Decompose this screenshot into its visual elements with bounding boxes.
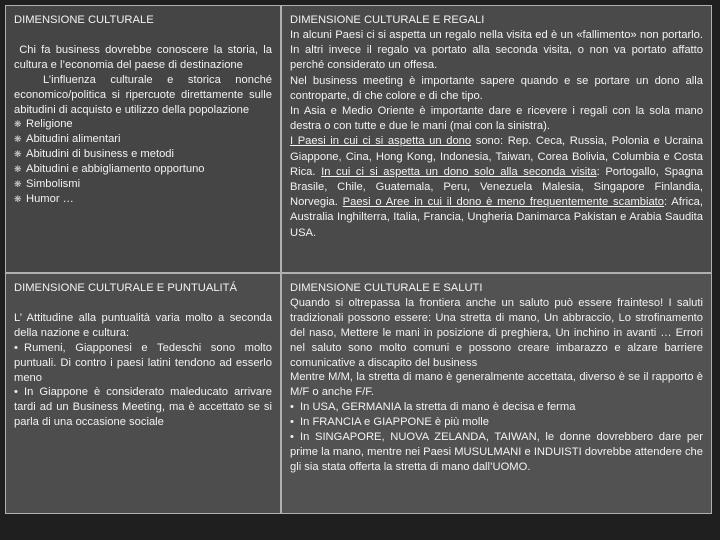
topics-list bbox=[14, 117, 272, 206]
cell-gifts bbox=[281, 5, 712, 273]
cell-title: DIMENSIONE CULTURALE E SALUTI bbox=[290, 282, 483, 294]
paragraph: L’ Attitudine alla puntualità varia molto a seconda della nazione e cultura: bbox=[14, 311, 272, 339]
cell-cultural-dimension bbox=[5, 5, 281, 273]
bullet-paragraph: • In SINGAPORE, NUOVA ZELANDA, TAIWAN, le donne dovrebbero dare per prime la mano, mentre nei Paesi MUSULMANI e INDUISTI dovrebbe attendere che gli sia stata offerta la stretta di mano dall’UOMO. bbox=[290, 431, 703, 473]
spacer bbox=[14, 296, 272, 311]
bullet-paragraph: • In FRANCIA e GIAPPONE è più molle bbox=[290, 416, 490, 429]
dot-bullet-icon: • bbox=[290, 416, 294, 429]
flower-bullet-icon: ❋ bbox=[14, 119, 22, 130]
cell-greetings bbox=[281, 273, 712, 514]
list-item: ❋ Abitudini e abbigliamento opportuno bbox=[14, 163, 205, 176]
paragraph: In alcuni Paesi ci si aspetta un regalo nella visita ed è un «fallimento» non portarlo. In altri invece il regalo va portato alla seconda visita, o non va portato affatto perché considerato un offesa. bbox=[290, 28, 703, 72]
list-item: ❋ Humor … bbox=[14, 192, 74, 205]
list-item: ❋ Simbolismi bbox=[14, 178, 81, 191]
paragraph: L’influenza culturale e storica nonché economico/politica si ripercuote direttamente sulle abitudini di acquisto e utilizzo della popolazione bbox=[14, 73, 273, 116]
cell-title: DIMENSIONE CULTURALE E REGALI bbox=[290, 14, 485, 26]
cell-punctuality bbox=[5, 273, 281, 514]
bullet-paragraph: • Rumeni, Giapponesi e Tedeschi sono molto puntuali. Di contro i paesi latini tendono ad esserlo meno bbox=[14, 341, 272, 384]
bullet-paragraph: • In USA, GERMANIA la stretta di mano è decisa e ferma bbox=[290, 401, 576, 414]
dot-bullet-icon: • bbox=[14, 386, 18, 399]
paragraph: Nel business meeting è importante sapere quando e se portare un dono alla controparte, di che colore e di che tipo. bbox=[290, 74, 703, 102]
flower-bullet-icon: ❋ bbox=[14, 164, 22, 175]
flower-bullet-icon: ❋ bbox=[14, 179, 22, 190]
flower-bullet-icon: ❋ bbox=[14, 134, 22, 145]
paragraph: Quando si oltrepassa la frontiera anche un saluto può essere frainteso! I saluti tradizionali possono essere: Una stretta di mano, Un abbraccio, Lo strofinamento del naso, Mettere le mani in posizione di preghiera, Un inchino in avanti … Errori nel saluto sono molto comuni e possono creare imbarazzo e alzare barriere comunicative a discapito del business bbox=[290, 296, 703, 369]
slide-table bbox=[5, 5, 712, 514]
cell-title: DIMENSIONE CULTURALE E PUNTUALITÁ bbox=[14, 282, 237, 294]
flower-bullet-icon: ❋ bbox=[14, 193, 22, 204]
list-item: ❋ Abitudini di business e metodi bbox=[14, 148, 175, 161]
paragraph: I Paesi in cui ci si aspetta un dono sono: Rep. Ceca, Russia, Polonia e Ucraina Giappone, Cina, Hong Kong, Indonesia, Taiwan, Corea Bolivia, Columbia e Costa Rica. In cui ci si aspetta un dono solo alla seconda visita: Portogallo, Spagna Brasile, Chile, Guatemala, Peru, Venezuela Malesia, Singapore Finlandia, Norvegia. Paesi o Aree in cui il dono è meno frequentemente scambiato: Africa, Australia Inghilterra, Italia, Francia, Ungheria Danimarca Pakistan e Arabia Saudita USA. bbox=[290, 135, 703, 239]
list-item: ❋ Abitudini alimentari bbox=[14, 133, 121, 146]
paragraph: Mentre M/M, la stretta di mano è generalmente accettata, diverso è se il rapporto è M/F o anche F/F. bbox=[290, 371, 703, 399]
cell-title: DIMENSIONE CULTURALE bbox=[14, 14, 154, 26]
spacer bbox=[14, 28, 272, 43]
paragraph: In Asia e Medio Oriente è importante dare e ricevere i regali con la sola mano destra o con tutte e due le mani (mai con la sinistra). bbox=[290, 104, 703, 133]
bullet-paragraph: • In Giappone è considerato maleducato arrivare tardi ad un Business Meeting, ma è accettato se si parla di una occasione sociale bbox=[14, 386, 272, 429]
list-item: ❋ Religione bbox=[14, 118, 73, 131]
dot-bullet-icon: • bbox=[290, 431, 294, 444]
dot-bullet-icon: • bbox=[290, 401, 294, 414]
dot-bullet-icon: • bbox=[14, 341, 18, 354]
paragraph: Chi fa business dovrebbe conoscere la storia, la cultura e l’economia del paese di destinazione bbox=[14, 43, 272, 71]
flower-bullet-icon: ❋ bbox=[14, 149, 22, 160]
